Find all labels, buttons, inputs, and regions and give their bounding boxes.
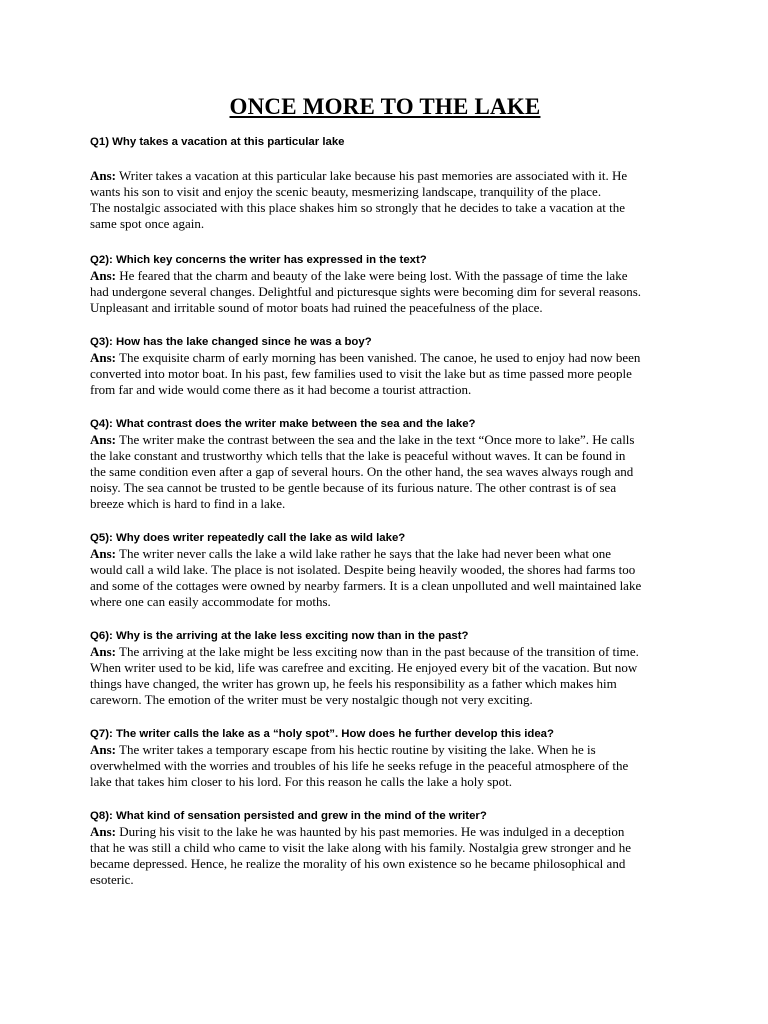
answer-line: The nostalgic associated with this place shakes him so strongly that he decides to take a vacation at the [90,200,626,215]
answer-text [90,168,680,232]
answer-label: Ans: [90,824,117,839]
answer-line: where one can easily accommodate for moths. [90,594,331,609]
document-title: ONCE MORE TO THE LAKE [229,94,541,119]
answer-text [90,824,680,888]
answer-line: Unpleasant and irritable sound of motor boats had ruined the peacefulness of the place. [90,300,543,315]
answer-line: that he was still a child who came to visit the lake along with his family. Nostalgia grew stronger and he [90,840,632,855]
question-text: Q3): How has the lake changed since he was a boy? [90,336,372,348]
question-text: Q8): What kind of sensation persisted and grew in the mind of the writer? [90,810,487,822]
answer-label: Ans: [90,432,117,447]
qa-item [90,530,680,610]
answer-line: He feared that the charm and beauty of the lake were being lost. With the passage of time the lake [119,268,628,283]
answer-line: breeze which is hard to find in a lake. [90,496,286,511]
answer-line: The writer takes a temporary escape from his hectic routine by visiting the lake. When he is [119,742,596,757]
answer-line: from far and wide would come there as it had become a tourist attraction. [90,382,472,397]
answer-line: wants his son to visit and enjoy the scenic beauty, mesmerizing landscape, tranquility of the place. [90,184,602,199]
answer-line: things have changed, the writer has grown up, he feels his responsibility as a father which makes him [90,676,617,691]
answer-line: overwhelmed with the worries and troubles of his life he seeks refuge in the peaceful atmosphere of the [90,758,629,773]
answer-line: When writer used to be kid, life was carefree and exciting. He enjoyed every bit of the vacation. But now [90,660,638,675]
answer-line: The exquisite charm of early morning has been vanished. The canoe, he used to enjoy had now been [119,350,641,365]
answer-line: noisy. The sea cannot be trusted to be gentle because of its furious nature. The other contrast is of sea [90,480,617,495]
answer-text [90,644,680,708]
answer-text [90,268,680,316]
question-text: Q6): Why is the arriving at the lake less exciting now than in the past? [90,630,469,642]
question-text: Q7): The writer calls the lake as a “holy spot”. How does he further develop this idea? [90,728,554,740]
answer-line: the lake constant and trustworthy which tells that the lake is peaceful without waves. It can be found in [90,448,626,463]
question-text: Q2): Which key concerns the writer has expressed in the text? [90,254,427,266]
answer-line: and some of the cottages were owned by nearby farmers. It is a clean unpolluted and well maintained lake [90,578,642,593]
qa-item [90,134,680,232]
answer-label: Ans: [90,742,117,757]
answer-line: became depressed. Hence, he realize the morality of his own existence so he became philosophical and [90,856,626,871]
answer-label: Ans: [90,350,117,365]
answer-label: Ans: [90,644,117,659]
qa-item [90,334,680,398]
answer-line: esoteric. [90,872,134,887]
question-text: Q5): Why does writer repeatedly call the lake as wild lake? [90,532,406,544]
question-text: Q1) Why takes a vacation at this particular lake [90,136,345,148]
answer-line: The writer never calls the lake a wild lake rather he says that the lake had never been what one [119,546,612,561]
answer-text [90,742,680,790]
answer-line: During his visit to the lake he was haunted by his past memories. He was indulged in a deception [119,824,625,839]
qa-item [90,416,680,512]
answer-label: Ans: [90,168,117,183]
answer-line: The writer make the contrast between the sea and the lake in the text “Once more to lake”. He calls [119,432,635,447]
answer-line: converted into motor boat. In his past, few families used to visit the lake but as time passed more people [90,366,632,381]
answer-line: same spot once again. [90,216,205,231]
qa-item [90,726,680,790]
answer-text [90,432,680,512]
qa-item [90,628,680,708]
answer-line: Writer takes a vacation at this particular lake because his past memories are associated with it. He [119,168,628,183]
answer-line: careworn. The emotion of the writer must be very nostalgic though not very exciting. [90,692,533,707]
answer-line: had undergone several changes. Delightful and picturesque sights were becoming dim for several reasons. [90,284,642,299]
question-text: Q4): What contrast does the writer make between the sea and the lake? [90,418,476,430]
answer-line: the same condition even after a gap of several hours. On the other hand, the sea waves always rough and [90,464,634,479]
answer-label: Ans: [90,268,117,283]
qa-item [90,808,680,888]
answer-line: lake that takes him closer to his lord. For this reason he calls the lake a holy spot. [90,774,513,789]
answer-line: would call a wild lake. The place is not isolated. Despite being heavily wooded, the shores had farms too [90,562,636,577]
answer-label: Ans: [90,546,117,561]
answer-text [90,546,680,610]
answer-line: The arriving at the lake might be less exciting now than in the past because of the transition of time. [119,644,639,659]
qa-item [90,252,680,316]
answer-text [90,350,680,398]
document-page [90,92,680,888]
